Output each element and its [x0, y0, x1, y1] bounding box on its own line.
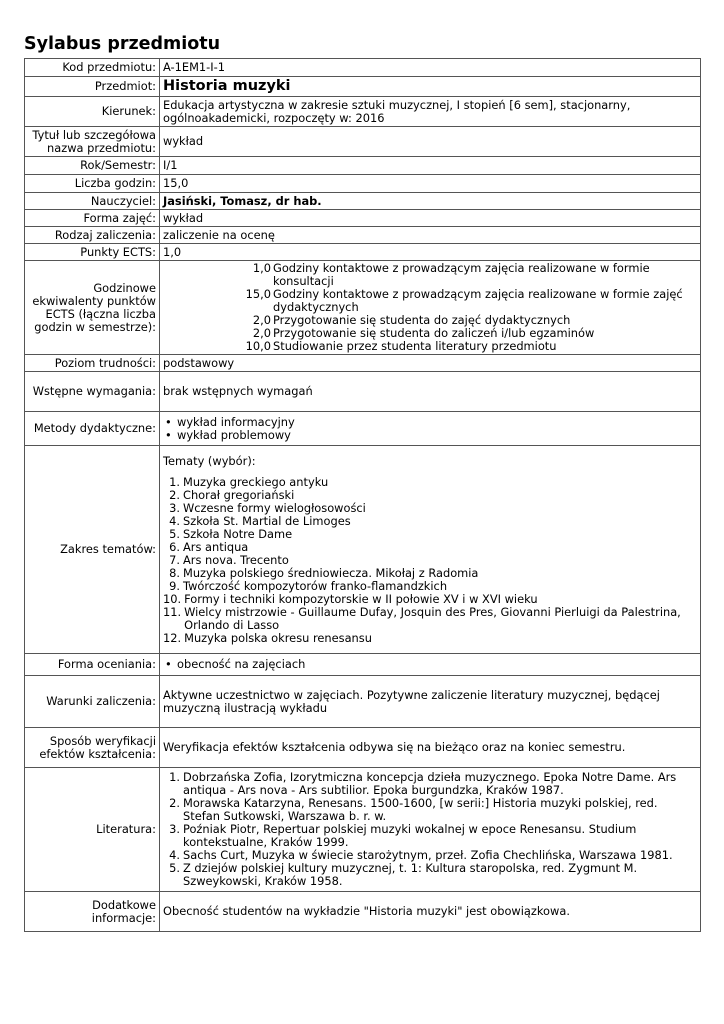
item-number: 4. — [169, 513, 180, 528]
item-text: Wczesne formy wielogłosowości — [183, 500, 366, 515]
row-poziom — [25, 355, 701, 372]
item-number: 1. — [169, 770, 180, 784]
value-tytul: wykład — [160, 127, 701, 157]
item-text: Chorał gregoriański — [183, 487, 295, 502]
list-item — [163, 771, 697, 797]
item-number: 6. — [169, 539, 180, 554]
item-number: 8. — [169, 565, 180, 580]
value-wymagania: brak wstępnych wymagań — [160, 372, 701, 412]
item-number: 7. — [169, 552, 180, 567]
value-weryfikacja: Weryfikacja efektów kształcenia odbywa się na bieżąco oraz na koniec semestru. — [160, 728, 701, 768]
hours-item — [163, 340, 697, 353]
item-text: Z dziejów polskiej kultury muzycznej, t. 1: Kultura staropolska, red. Zygmunt M. Szweykowski, Kraków 1958. — [183, 861, 638, 888]
label-kod: Kod przedmiotu: — [25, 59, 160, 77]
item-text: Szkoła Notre Dame — [183, 526, 293, 541]
item-number: 4. — [169, 848, 180, 862]
hours-desc: Przygotowanie się studenta do zajęć dydaktycznych — [273, 313, 571, 327]
hours-desc: Studiowanie przez studenta literatury przedmiotu — [273, 339, 557, 353]
row-ects — [25, 244, 701, 261]
list-item — [163, 580, 697, 593]
label-ects: Punkty ECTS: — [25, 244, 160, 261]
item-number: 1. — [169, 474, 180, 489]
row-warunki — [25, 676, 701, 728]
label-warunki: Warunki zaliczenia: — [25, 676, 160, 728]
topics-intro: Tematy (wybór): — [163, 453, 256, 468]
list-item — [163, 797, 697, 823]
item-text: Wielcy mistrzowie - Guillaume Dufay, Josquin des Pres, Giovanni Pierluigi da Palestrina, Orlando di Lasso — [184, 604, 681, 632]
hours-desc: Godziny kontaktowe z prowadzącym zajęcia realizowane w formie zajęć dydaktycznych — [273, 287, 683, 314]
row-rodzaj — [25, 227, 701, 244]
value-ects: 1,0 — [160, 244, 701, 261]
row-wymagania — [25, 372, 701, 412]
item-text: Ars nova. Trecento — [183, 552, 289, 567]
label-weryfikacja: Sposób weryfikacji efektów kształcenia: — [25, 728, 160, 768]
row-tytul — [25, 127, 701, 157]
list-item — [163, 515, 697, 528]
list-item — [163, 632, 697, 645]
value-warunki: Aktywne uczestnictwo w zajęciach. Pozytywne zaliczenie literatury muzycznej, będącej muzyczną ilustracją wykładu — [160, 676, 701, 728]
label-dodatkowe: Dodatkowe informacje: — [25, 892, 160, 932]
value-metody — [160, 412, 701, 446]
hours-value: 10,0 — [245, 339, 271, 353]
row-metody — [25, 412, 701, 446]
value-forma-oceniania — [160, 654, 701, 676]
list-item — [163, 554, 697, 567]
row-godziny — [25, 175, 701, 193]
label-poziom: Poziom trudności: — [25, 355, 160, 372]
list-item — [163, 593, 697, 606]
literature-list — [163, 771, 697, 888]
value-przedmiot: Historia muzyki — [160, 77, 701, 97]
item-text: Muzyka polskiego średniowiecza. Mikołaj z Radomia — [183, 565, 479, 580]
row-ekwiwalenty — [25, 261, 701, 355]
hours-value: 1,0 — [252, 261, 271, 275]
label-rodzaj: Rodzaj zaliczenia: — [25, 227, 160, 244]
item-number: 9. — [169, 578, 180, 593]
list-item — [163, 489, 697, 502]
row-kod — [25, 59, 701, 77]
value-poziom: podstawowy — [160, 355, 701, 372]
item-number: 5. — [169, 526, 180, 541]
value-zakres — [160, 446, 701, 654]
item-text: Formy i techniki kompozytorskie w II połowie XV i w XVI wieku — [184, 591, 538, 606]
row-rok — [25, 157, 701, 175]
item-text: Muzyka polska okresu renesansu — [184, 630, 372, 645]
list-item — [163, 502, 697, 515]
item-number: 2. — [169, 796, 180, 810]
grading-list — [163, 658, 697, 671]
list-item — [163, 862, 697, 888]
row-literatura — [25, 768, 701, 892]
label-kierunek: Kierunek: — [25, 97, 160, 127]
hours-value: 15,0 — [245, 287, 271, 301]
item-text: Sachs Curt, Muzyka w świecie starożytnym, przeł. Zofia Chechlińska, Warszawa 1981. — [183, 848, 673, 862]
page-title: Sylabus przedmiotu — [24, 34, 221, 54]
label-wymagania: Wstępne wymagania: — [25, 372, 160, 412]
item-text: Szkoła St. Martial de Limoges — [183, 513, 351, 528]
hours-value: 2,0 — [252, 326, 271, 340]
label-rok: Rok/Semestr: — [25, 157, 160, 175]
row-forma-oceniania — [25, 654, 701, 676]
item-text: Muzyka greckiego antyku — [183, 474, 329, 489]
label-forma-zajec: Forma zajęć: — [25, 210, 160, 227]
methods-list — [163, 416, 697, 442]
item-number: 12. — [163, 630, 182, 645]
value-godziny: 15,0 — [160, 175, 701, 193]
list-item: • wykład problemowy — [163, 429, 697, 442]
item-number: 3. — [169, 822, 180, 836]
value-kierunek: Edukacja artystyczna w zakresie sztuki muzycznej, I stopień [6 sem], stacjonarny, ogólnoakademicki, rozpoczęty w: 2016 — [160, 97, 701, 127]
value-nauczyciel: Jasiński, Tomasz, dr hab. — [160, 193, 701, 210]
topics-list — [163, 476, 697, 645]
hours-item — [163, 288, 697, 314]
label-literatura: Literatura: — [25, 768, 160, 892]
item-number: 5. — [169, 861, 180, 875]
label-przedmiot: Przedmiot: — [25, 77, 160, 97]
list-item: • wykład informacyjny — [163, 416, 697, 429]
item-number: 11. — [163, 604, 182, 619]
hours-item — [163, 262, 697, 288]
row-weryfikacja — [25, 728, 701, 768]
item-number: 2. — [169, 487, 180, 502]
value-rodzaj: zaliczenie na ocenę — [160, 227, 701, 244]
list-item — [163, 476, 697, 489]
label-godziny: Liczba godzin: — [25, 175, 160, 193]
row-nauczyciel — [25, 193, 701, 210]
value-forma-zajec: wykład — [160, 210, 701, 227]
value-ekwiwalenty — [160, 261, 701, 355]
hours-value: 2,0 — [252, 313, 271, 327]
row-przedmiot — [25, 77, 701, 97]
item-text: Poźniak Piotr, Repertuar polskiej muzyki wokalnej w epoce Renesansu. Studium kontekstualne, Kraków 1999. — [183, 822, 637, 849]
label-ekwiwalenty: Godzinowe ekwiwalenty punktów ECTS (łączna liczba godzin w semestrze): — [25, 261, 160, 355]
item-text: Dobrzańska Zofia, Izorytmiczna koncepcja dzieła muzycznego. Epoka Notre Dame. Ars antiqua - Ars nova - Ars subtilior. Epoka burgundzka, Kraków 1987. — [183, 770, 677, 797]
hours-desc: Przygotowanie się studenta do zaliczeń i/lub egzaminów — [273, 326, 595, 340]
list-item — [163, 528, 697, 541]
label-forma-oceniania: Forma oceniania: — [25, 654, 160, 676]
hours-desc: Godziny kontaktowe z prowadzącym zajęcia realizowane w formie konsultacji — [273, 261, 650, 288]
item-text: Twórczość kompozytorów franko-flamandzkich — [183, 578, 448, 593]
item-number: 3. — [169, 500, 180, 515]
list-item — [163, 567, 697, 580]
list-item — [163, 823, 697, 849]
label-zakres: Zakres tematów: — [25, 446, 160, 654]
row-forma-zajec — [25, 210, 701, 227]
label-tytul: Tytuł lub szczegółowa nazwa przedmiotu: — [25, 127, 160, 157]
row-kierunek — [25, 97, 701, 127]
syllabus-table — [24, 58, 701, 932]
label-metody: Metody dydaktyczne: — [25, 412, 160, 446]
row-zakres — [25, 446, 701, 654]
item-text: Morawska Katarzyna, Renesans. 1500-1600, [w serii:] Historia muzyki polskiej, red. Stefan Sutkowski, Warszawa b. r. w. — [183, 796, 658, 823]
item-text: Ars antiqua — [183, 539, 249, 554]
value-kod: A-1EM1-I-1 — [160, 59, 701, 77]
list-item — [163, 606, 697, 632]
value-rok: I/1 — [160, 157, 701, 175]
list-item — [163, 541, 697, 554]
value-dodatkowe: Obecność studentów na wykładzie "Historia muzyki" jest obowiązkowa. — [160, 892, 701, 932]
row-dodatkowe — [25, 892, 701, 932]
list-item: • obecność na zajęciach — [163, 658, 697, 671]
item-number: 10. — [163, 591, 182, 606]
label-nauczyciel: Nauczyciel: — [25, 193, 160, 210]
value-literatura — [160, 768, 701, 892]
